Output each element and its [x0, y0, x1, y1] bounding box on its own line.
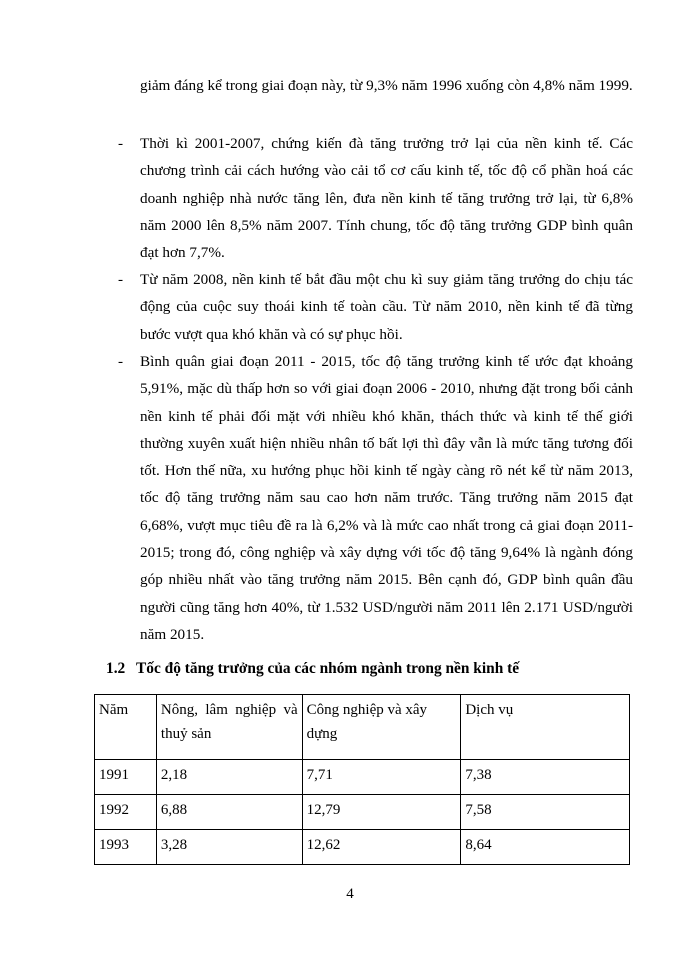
bullet-paragraph: Từ năm 2008, nền kinh tế bắt đầu một chu kì suy giảm tăng trưởng do chịu tác động của cuộc suy thoái kinh tế toàn cầu. Từ năm 2010, nền kinh tế đã từng bước vượt qua khó khăn và có sự phục hồi. [140, 271, 633, 343]
table-cell: 1992 [95, 795, 157, 830]
table-cell: 3,28 [156, 830, 302, 865]
section-heading [106, 660, 519, 678]
section-title: Tốc độ tăng trưởng của các nhóm ngành trong nền kinh tế [136, 660, 520, 677]
table-cell: 1991 [95, 760, 157, 795]
table-cell: 7,38 [461, 760, 630, 795]
bullet-paragraph: Bình quân giai đoạn 2011 - 2015, tốc độ tăng trưởng kinh tế ước đạt khoảng 5,91%, mặc dù thấp hơn so với giai đoạn 2006 - 2010, nhưng đặt trong bối cảnh nền kinh tế phải đối mặt với nhiều khó khăn, thách thức và kinh tế thế giới thường xuyên xuất hiện nhiều nhân tố bất lợi thì đây vẫn là mức tăng tương đối tốt. Hơn thế nữa, xu hướng phục hồi kinh tế ngày càng rõ nét kể từ năm 2013, tốc độ tăng trưởng năm sau cao hơn năm trước. Tăng trưởng năm 2015 đạt 6,68%, vượt mục tiêu đề ra là 6,2% và là mức cao nhất trong cả giai đoạn 2011-2015; trong đó, công nghiệp và xây dựng với tốc độ tăng 9,64% là ngành đóng góp nhiều nhất vào tăng trưởng năm 2015. Bên cạnh đó, GDP bình quân đầu người cũng tăng hơn 40%, từ 1.532 USD/người năm 2011 lên 2.171 USD/người năm 2015. [140, 353, 633, 643]
page-number: 4 [346, 886, 354, 902]
table-row [95, 830, 630, 865]
table-header-row [95, 695, 630, 760]
table-row [95, 795, 630, 830]
growth-table [94, 694, 630, 865]
table-cell: 2,18 [156, 760, 302, 795]
table-cell: 7,71 [302, 760, 461, 795]
bullet-dash: - [118, 271, 124, 288]
table-cell: 6,88 [156, 795, 302, 830]
section-number: 1.2 [106, 660, 126, 677]
table-header-cell: Nông, lâm nghiệp và thuỷ sản [156, 695, 302, 760]
intro-paragraph: giảm đáng kể trong giai đoạn này, từ 9,3% năm 1996 xuống còn 4,8% năm 1999. [140, 77, 633, 94]
table-header-cell: Năm [95, 695, 157, 760]
table-cell: 1993 [95, 830, 157, 865]
table-cell: 7,58 [461, 795, 630, 830]
table-cell: 12,79 [302, 795, 461, 830]
table-cell: 12,62 [302, 830, 461, 865]
table-header-cell: Dịch vụ [461, 695, 630, 760]
bullet-dash: - [118, 135, 124, 152]
table-header-cell: Công nghiệp và xây dựng [302, 695, 461, 760]
bullet-paragraph: Thời kì 2001-2007, chứng kiến đà tăng trưởng trở lại của nền kinh tế. Các chương trình cải cách hướng vào cải tổ cơ cấu kinh tế, tốc độ cổ phần hoá các doanh nghiệp nhà nước tăng lên, đưa nền kinh tế tăng trưởng trở lại, từ 6,8% năm 2000 lên 8,5% năm 2007. Tính chung, tốc độ tăng trưởng GDP bình quân đạt hơn 7,7%. [140, 135, 633, 262]
table-row [95, 760, 630, 795]
bullet-dash: - [118, 353, 124, 370]
table-cell: 8,64 [461, 830, 630, 865]
